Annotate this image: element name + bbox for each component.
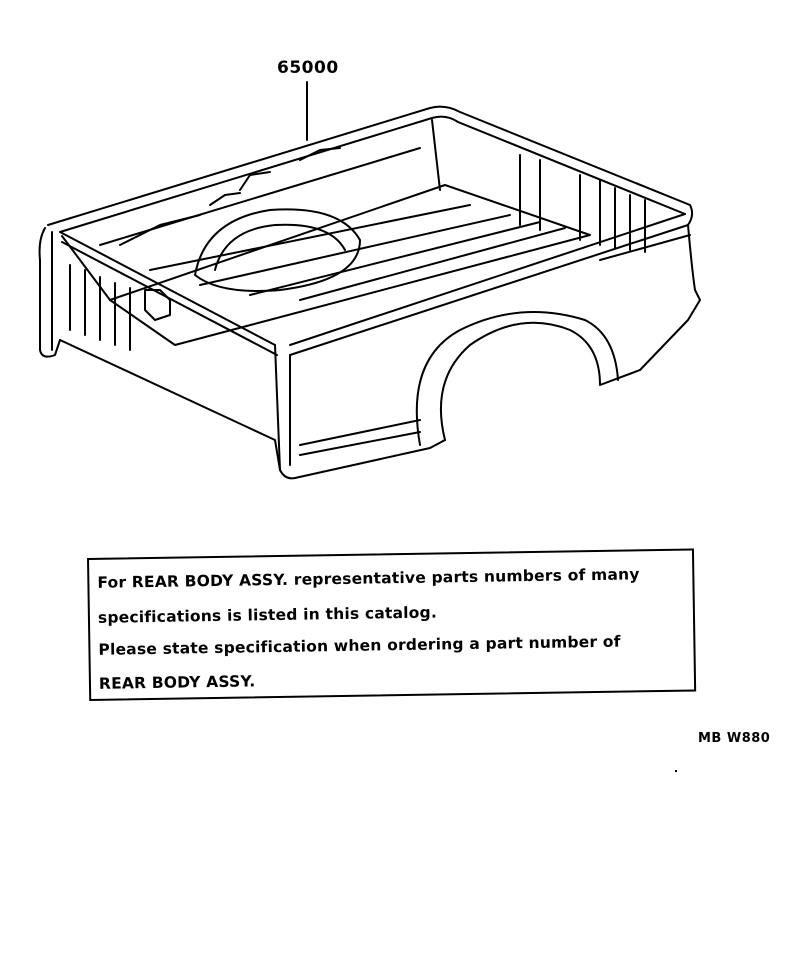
print-speck <box>675 770 677 772</box>
specification-note <box>87 548 696 701</box>
front-panel-top <box>48 107 690 225</box>
latch-bracket <box>145 290 170 320</box>
note-line: specifications is listed in this catalog. <box>97 603 438 627</box>
part-number-label: 65000 <box>277 58 339 78</box>
wheel-arch <box>441 323 640 440</box>
reference-code: MB W880 <box>698 731 771 746</box>
outer-side-panel <box>275 345 445 478</box>
tailgate-side <box>40 228 60 357</box>
note-line: Please state specification when ordering a part number of <box>98 632 621 659</box>
note-line: REAR BODY ASSY. <box>98 672 256 693</box>
note-line: For REAR BODY ASSY. representative parts numbers of many <box>97 565 640 592</box>
